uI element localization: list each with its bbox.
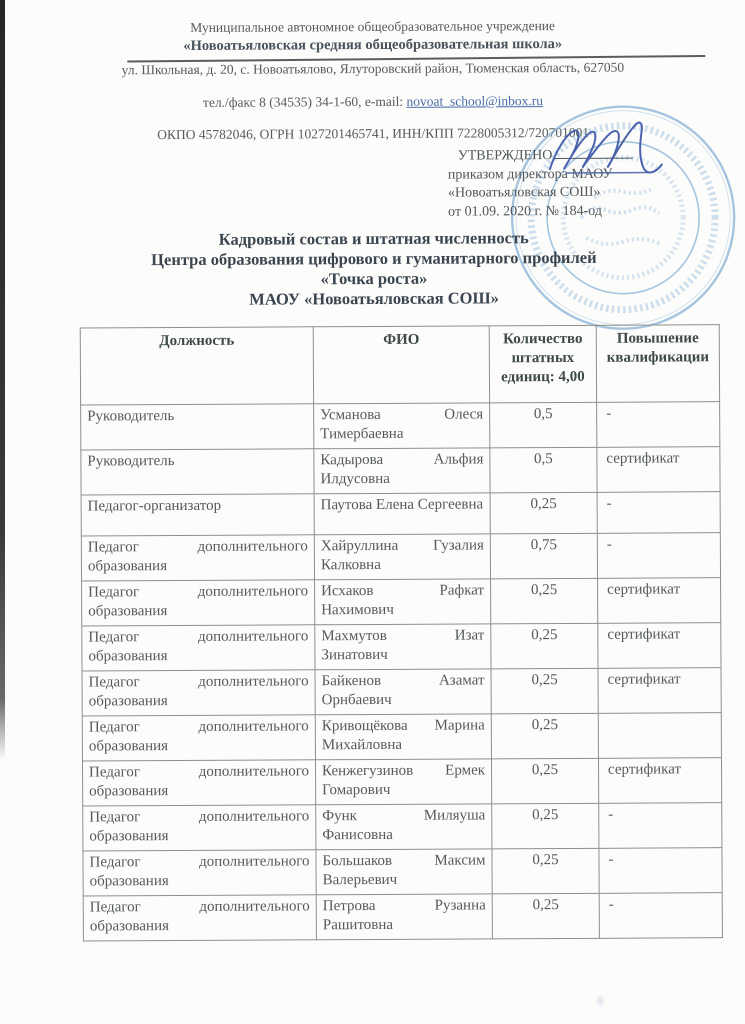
cell-qualification: -: [599, 893, 722, 939]
cell-position: Руководитель: [81, 404, 314, 450]
cell-name: Исхаков Рафкат Нахимович: [315, 579, 491, 625]
cell-qualification: сертификат: [597, 447, 720, 493]
table-row: [82, 713, 721, 761]
cell-qualification: -: [597, 492, 720, 534]
cell-qualification: сертификат: [598, 668, 721, 714]
cell-units: 0,75: [490, 533, 597, 579]
cell-units: 0,25: [492, 803, 599, 849]
cell-units: 0,25: [490, 492, 597, 534]
cell-name: Кенжегузинов Ермек Гомарович: [315, 759, 491, 805]
cell-position: Педагог дополнительного образования: [82, 760, 315, 806]
staff-table: [80, 324, 723, 941]
header-position: Должность: [80, 327, 313, 405]
table-row: [81, 492, 720, 536]
cell-qualification: сертификат: [598, 758, 721, 804]
cell-position: Педагог дополнительного образования: [83, 895, 316, 941]
org-type-line: Муниципальное автономное общеобразовательное учреждение: [190, 18, 556, 35]
cell-name: Хайруллина Гузалия Калковна: [314, 534, 490, 580]
cell-qualification: сертификат: [598, 578, 721, 624]
org-codes-line: ОКПО 45782046, ОГРН 1027201465741, ИНН/КПП 7228005312/720701001: [157, 124, 590, 143]
org-contact-line: [0, 92, 745, 112]
table-header-row: [80, 325, 719, 405]
table-row: [81, 533, 720, 581]
table-row: [82, 668, 721, 716]
approval-block: [448, 145, 708, 221]
table-row: [82, 578, 721, 626]
cell-units: 0,25: [492, 848, 599, 894]
cell-position: Педагог дополнительного образования: [83, 805, 316, 851]
cell-name: Усманова Олеся Тимербаевна: [314, 403, 490, 449]
cell-name: Большаков Максим Валерьевич: [316, 849, 492, 895]
approval-date-line: от 01.09. 2020 г. № 184-од: [448, 203, 602, 220]
cell-position: Педагог дополнительного образования: [82, 670, 315, 716]
table-row: [83, 803, 722, 851]
cell-position: Педагог дополнительного образования: [81, 535, 314, 581]
letterhead: [0, 16, 745, 57]
cell-position: Руководитель: [81, 449, 314, 495]
cell-units: 0,5: [490, 402, 597, 448]
org-name-line: «Новоатьяловская средняя общеобразовательная школа»: [183, 36, 563, 54]
cell-position: Педагог дополнительного образования: [82, 715, 315, 761]
cell-qualification: -: [597, 533, 720, 579]
email-link[interactable]: novoat_school@inbox.ru: [406, 93, 544, 109]
cell-position: Педагог дополнительного образования: [82, 625, 315, 671]
cell-position: Педагог дополнительного образования: [83, 850, 316, 896]
title-line-2: Центра образования цифрового и гуманитарного профилей: [151, 247, 597, 270]
signature-line: [554, 146, 632, 159]
cell-units: 0,5: [490, 447, 597, 493]
cell-units: 0,25: [492, 893, 599, 939]
cell-position: Педагог-организатор: [81, 494, 314, 536]
cell-name: Кадырова Альфия Илдусовна: [314, 448, 490, 494]
table-row: [82, 623, 721, 671]
org-address-line: ул. Школьная, д. 20, с. Новоатьялово, Ялуторовский район, Тюменская область, 627050: [121, 59, 625, 78]
scan-smudge-artifact: [595, 994, 605, 1008]
cell-units: 0,25: [491, 578, 598, 624]
document-title: [1, 227, 745, 311]
cell-qualification: [598, 713, 721, 759]
table-row: [82, 758, 721, 806]
cell-name: Байкенов Азамат Орнбаевич: [315, 669, 491, 715]
header-name: ФИО: [313, 326, 489, 404]
approval-approved-line: УТВЕРЖДЕНО: [448, 145, 708, 166]
cell-name: Махмутов Изат Зинатович: [315, 624, 491, 670]
table-row: [83, 848, 722, 896]
approval-order-line: приказом директора МАОУ: [447, 166, 613, 183]
cell-qualification: сертификат: [598, 623, 721, 669]
approval-school-line: «Новоатьяловская СОШ»: [447, 184, 601, 201]
cell-name: Паутова Елена Сергеевна: [314, 493, 490, 535]
table-row: [81, 447, 720, 495]
cell-name: Кривощёкова Марина Михайловна: [315, 714, 491, 760]
header-qualification: Повышение квалификации: [596, 325, 719, 403]
cell-qualification: -: [599, 803, 722, 849]
cell-units: 0,25: [491, 623, 598, 669]
title-line-3: «Точка роста»: [320, 268, 428, 289]
cell-qualification: -: [599, 848, 722, 894]
cell-name: Петрова Рузанна Рашитовна: [316, 894, 492, 940]
cell-name: Функ Миляуша Фанисовна: [316, 804, 492, 850]
title-line-4: МАОУ «Новоатьяловская СОШ»: [249, 288, 499, 309]
cell-units: 0,25: [491, 713, 598, 759]
cell-qualification: -: [597, 402, 720, 448]
cell-units: 0,25: [491, 668, 598, 714]
phone-text: тел./факс 8 (34535) 34-1-60, e-mail:: [202, 93, 407, 110]
table-row: [81, 402, 720, 450]
title-line-1: Кадровый состав и штатная численность: [218, 228, 529, 249]
header-units: Количество штатных единиц: 4,00: [489, 325, 596, 403]
cell-position: Педагог дополнительного образования: [82, 580, 315, 626]
cell-units: 0,25: [491, 758, 598, 804]
table-row: [83, 893, 722, 941]
